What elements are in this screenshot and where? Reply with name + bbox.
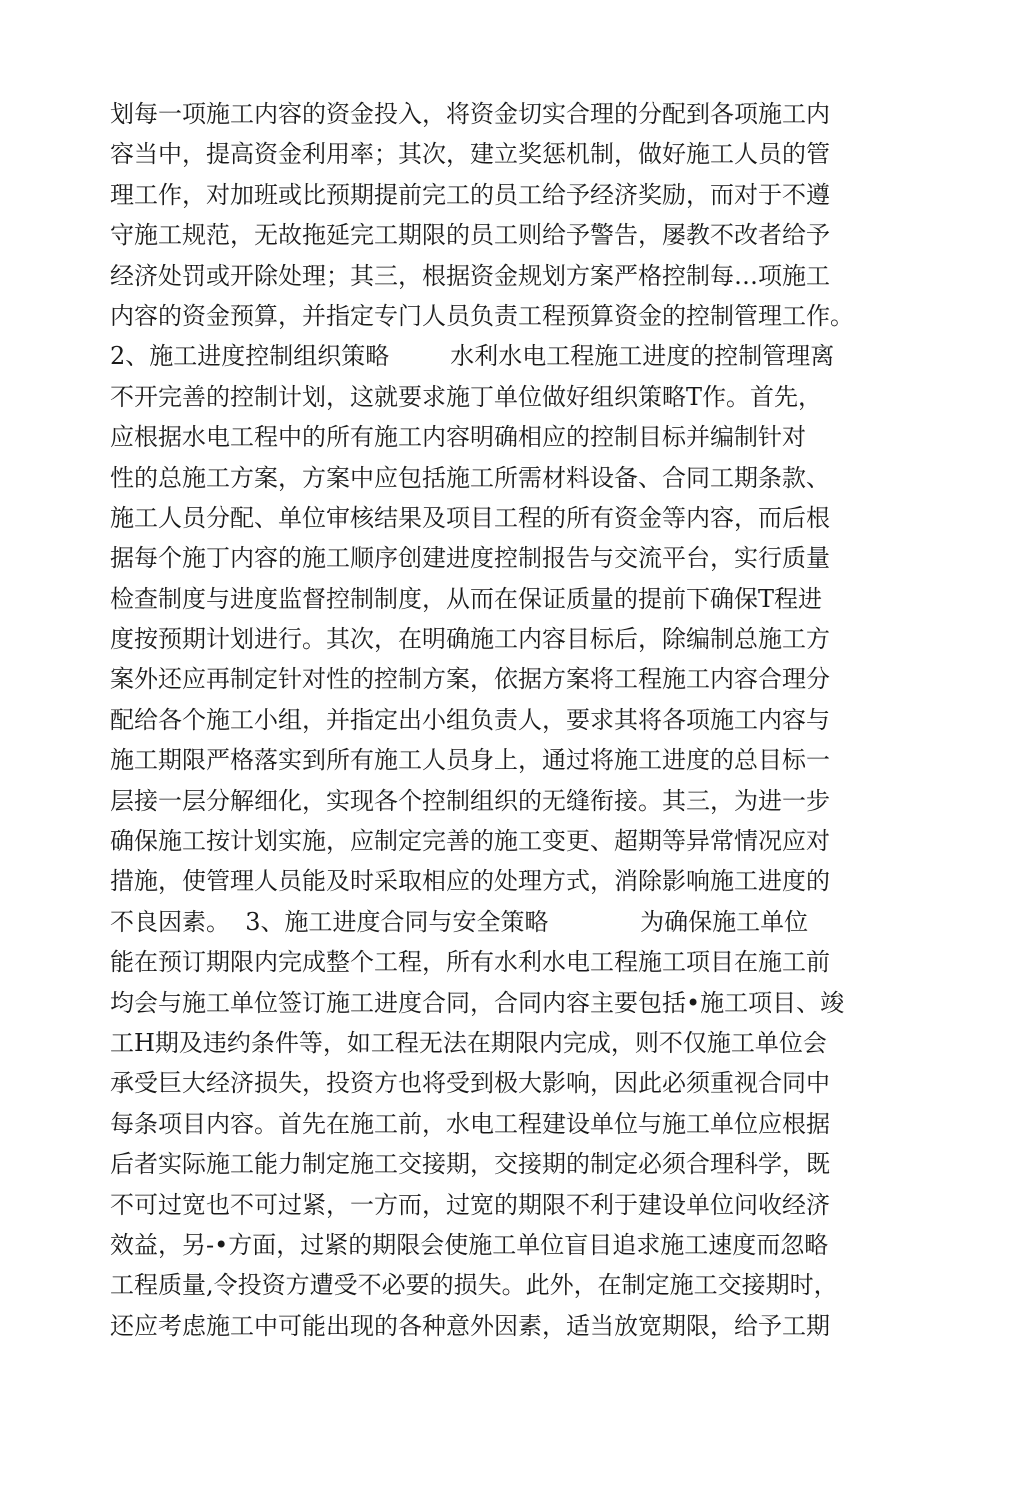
text-line: 后者实际施工能力制定施工交接期，交接期的制定必须合理科学，既 — [110, 1150, 830, 1179]
text-line: 施工人员分配、单位审核结果及项目工程的所有资金等内容，而后根 — [110, 503, 830, 532]
section-heading-line: 2、施工进度控制组织策略 水利水电工程施工进度的控制管理离 — [110, 342, 835, 371]
text-line: 每条项目内容。首先在施工前，水电工程建设单位与施工单位应根据 — [110, 1109, 830, 1138]
text-line: 度按预期计划进行。其次，在明确施工内容目标后，除编制总施工方 — [110, 625, 830, 654]
text-line: 工H期及违约条件等，如工程无法在期限内完成，则不仅施工单位会 — [110, 1028, 827, 1057]
text-line: 不可过宽也不可过紧，一方而，过宽的期限不利于建设单位问收经济 — [110, 1190, 830, 1219]
text-line: 划每一项施工内容的资金投入，将资金切实合理的分配到各项施工内 — [110, 100, 830, 128]
text-line: 层接一层分解细化，实现各个控制组织的无缝衔接。其三，为进一步 — [110, 786, 830, 815]
text-line: 案外还应再制定针对性的控制方案，依据方案将工程施工内容合理分 — [110, 665, 830, 694]
text-line: 性的总施工方案，方案中应包括施工所需材料设备、合同工期条款、 — [110, 463, 830, 492]
text-line: 内容的资金预算，并指定专门人员负责工程预算资金的控制管理工作。 — [110, 301, 854, 330]
text-line: 不开完善的控制计划，这就要求施丁单位做好组织策略T作。首先， — [110, 382, 823, 411]
text-line: 承受巨大经济损失，投资方也将受到极大影响，因此必须重视合同中 — [110, 1069, 830, 1098]
text-line: 施工期限严格落实到所有施工人员身上，通过将施工进度的总目标一 — [110, 746, 830, 775]
text-line: 检查制度与进度监督控制制度，从而在保证质量的提前下确保T程进 — [110, 584, 823, 613]
text-line: 工程质量,令投资方遭受不必要的损失。此外，在制定施工交接期时， — [110, 1271, 838, 1300]
text-line: 还应考虑施工中可能出现的各种意外因素，适当放宽期限，给予工期 — [110, 1311, 830, 1340]
text-line: 应根据水电工程中的所有施工内容明确相应的控制目标并编制针对 — [110, 423, 806, 452]
text-line: 配给各个施工小组，并指定出小组负责人，要求其将各项施工内容与 — [110, 705, 830, 734]
text-line: 措施，使管理人员能及时采取相应的处理方式，消除影响施工进度的 — [110, 867, 830, 896]
text-line: 均会与施工单位签订施工进度合同，合同内容主要包括•施工项目、竣 — [110, 988, 845, 1017]
section-heading-line: 不良因素。 3、施工进度合同与安全策略 为确保施工单位 — [110, 907, 809, 936]
text-line: 经济处罚或开除处理；其三，根据资金规划方案严格控制每…项施工 — [110, 261, 830, 290]
text-line: 容当中，提高资金利用率；其次，建立奖惩机制，做好施工人员的管 — [110, 140, 830, 169]
text-line: 理工作，对加班或比预期提前完工的员工给予经济奖励，而对于不遵 — [110, 180, 830, 209]
text-line: 据每个施丁内容的施工顺序创建进度控制报告与交流平台，实行质量 — [110, 544, 830, 573]
text-line: 效益，另-•方面，过紧的期限会使施工单位盲目追求施工速度而忽略 — [110, 1230, 829, 1259]
text-line: 守施工规范，无故拖延完工期限的员工则给予警告，屡教不改者给予 — [110, 221, 830, 250]
text-line: 能在预订期限内完成整个工程，所有水利水电工程施工项目在施工前 — [110, 948, 830, 977]
body-text — [110, 94, 910, 1346]
text-line: 确保施工按计划实施，应制定完善的施工变更、超期等异常情况应对 — [110, 827, 830, 856]
